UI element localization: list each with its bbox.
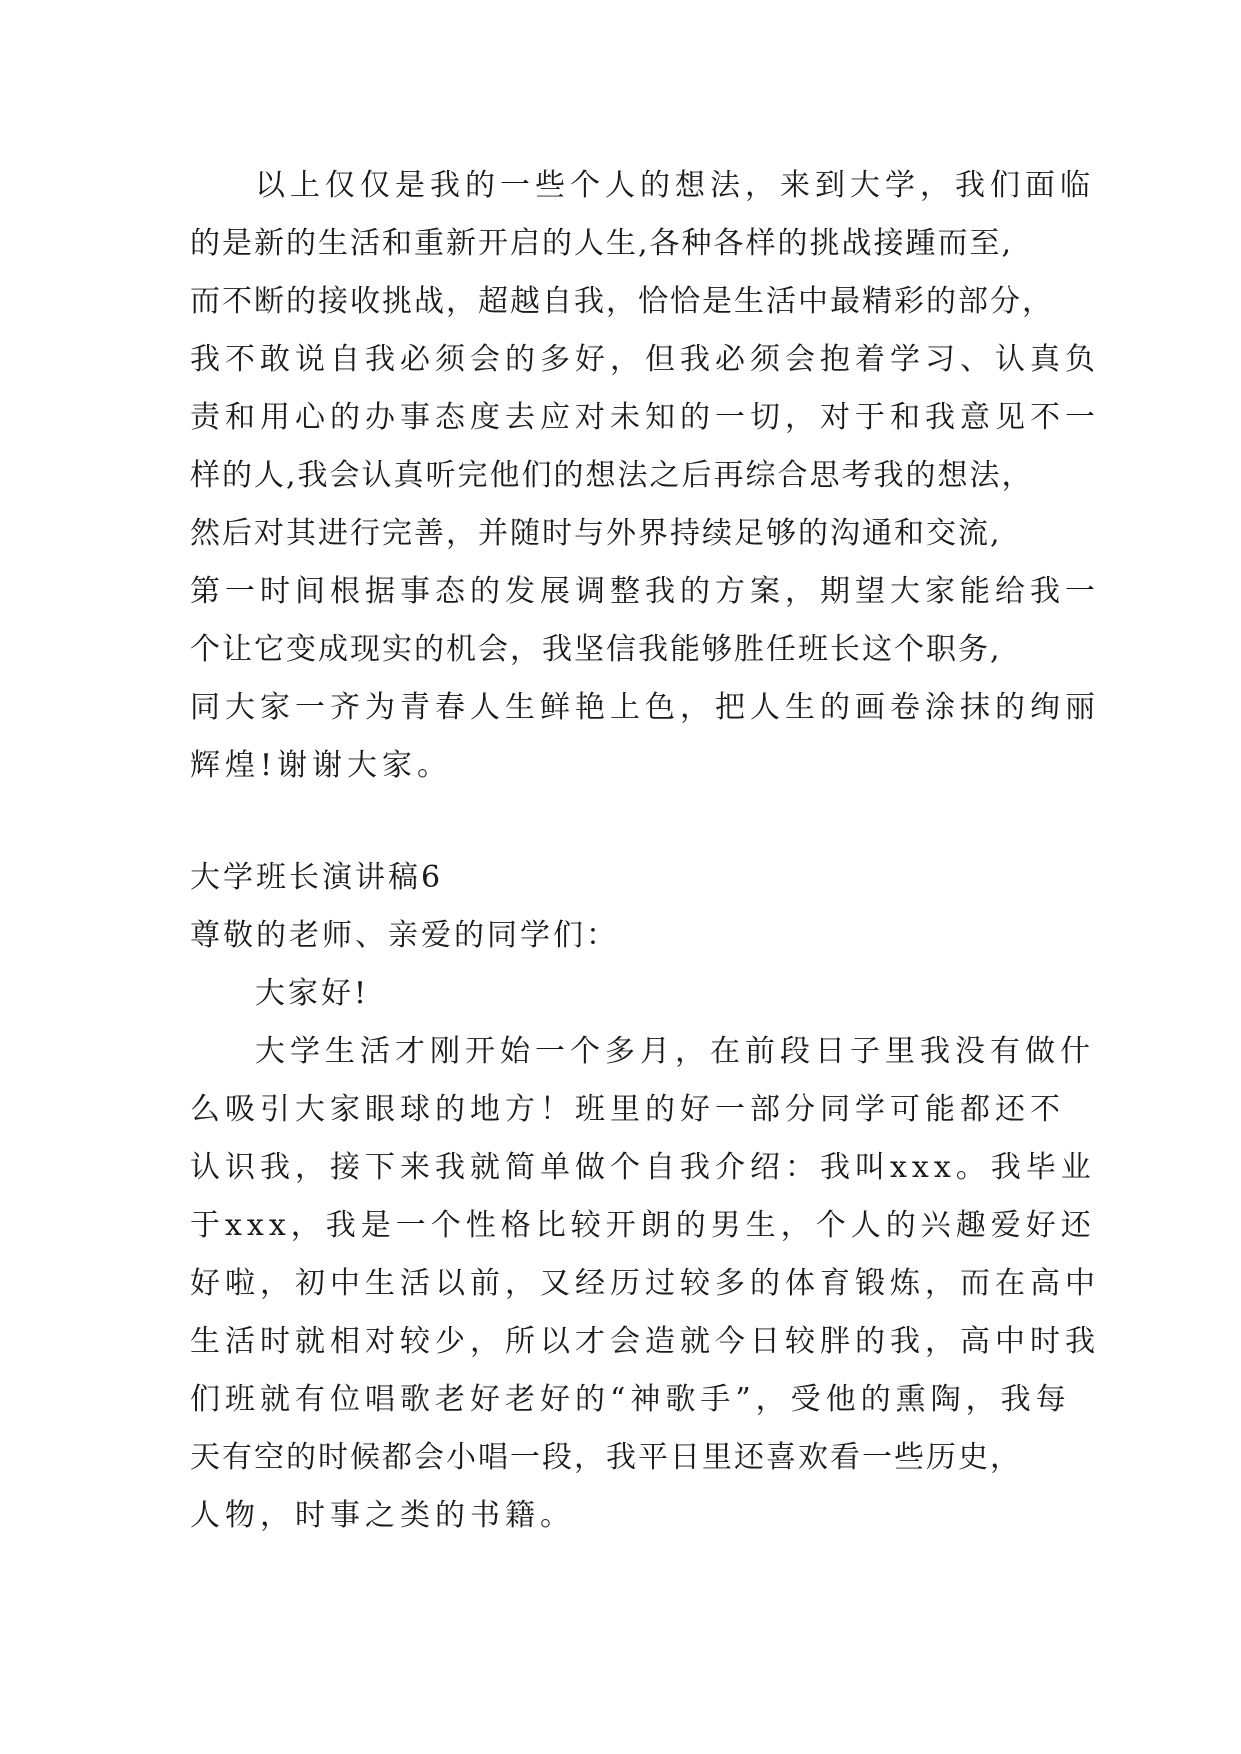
paragraph-line: 生活时就相对较少，所以才会造就今日较胖的我，高中时我 [190, 1324, 1100, 1359]
salutation: 尊敬的老师、亲爱的同学们： [190, 918, 619, 953]
paragraph-line: 大学生活才刚开始一个多月，在前段日子里我没有做什 [255, 1034, 1095, 1069]
paragraph-line: 么吸引大家眼球的地方！班里的好一部分同学可能都还不 [190, 1092, 1065, 1127]
paragraph-line: 辉煌!谢谢大家。 [190, 748, 453, 783]
paragraph-line: 的是新的生活和重新开启的人生,各种各样的挑战接踵而至, [190, 226, 1014, 261]
section-title: 大学班长演讲稿6 [190, 860, 444, 895]
paragraph-line: 然后对其进行完善，并随时与外界持续足够的沟通和交流, [190, 516, 1002, 551]
paragraph-line: 同大家一齐为青春人生鲜艳上色，把人生的画卷涂抹的绚丽 [190, 690, 1100, 725]
paragraph-line: 责和用心的办事态度去应对未知的一切，对于和我意见不一 [190, 400, 1100, 435]
greeting: 大家好! [255, 976, 370, 1011]
paragraph-line: 我不敢说自我必须会的多好，但我必须会抱着学习、认真负 [190, 342, 1100, 377]
paragraph-line: 而不断的接收挑战，超越自我，恰恰是生活中最精彩的部分， [190, 284, 1054, 319]
paragraph-line: 个让它变成现实的机会，我坚信我能够胜任班长这个职务, [190, 632, 1002, 667]
paragraph-line: 以上仅仅是我的一些个人的想法，来到大学，我们面临 [255, 168, 1095, 203]
paragraph-line: 样的人,我会认真听完他们的想法之后再综合思考我的想法， [190, 458, 1034, 493]
paragraph-line: 人物，时事之类的书籍。 [190, 1498, 575, 1533]
paragraph-line: 第一时间根据事态的发展调整我的方案，期望大家能给我一 [190, 574, 1100, 609]
paragraph-line: 好啦，初中生活以前，又经历过较多的体育锻炼，而在高中 [190, 1266, 1100, 1301]
paragraph-line: 们班就有位唱歌老好老好的“神歌手”，受他的熏陶，我每 [190, 1382, 1071, 1417]
paragraph-line: 认识我，接下来我就简单做个自我介绍：我叫xxx。我毕业 [190, 1150, 1096, 1185]
paragraph-line: 于xxx，我是一个性格比较开朗的男生，个人的兴趣爱好还 [190, 1208, 1096, 1243]
paragraph-line: 天有空的时候都会小唱一段，我平日里还喜欢看一些历史， [190, 1440, 1022, 1475]
